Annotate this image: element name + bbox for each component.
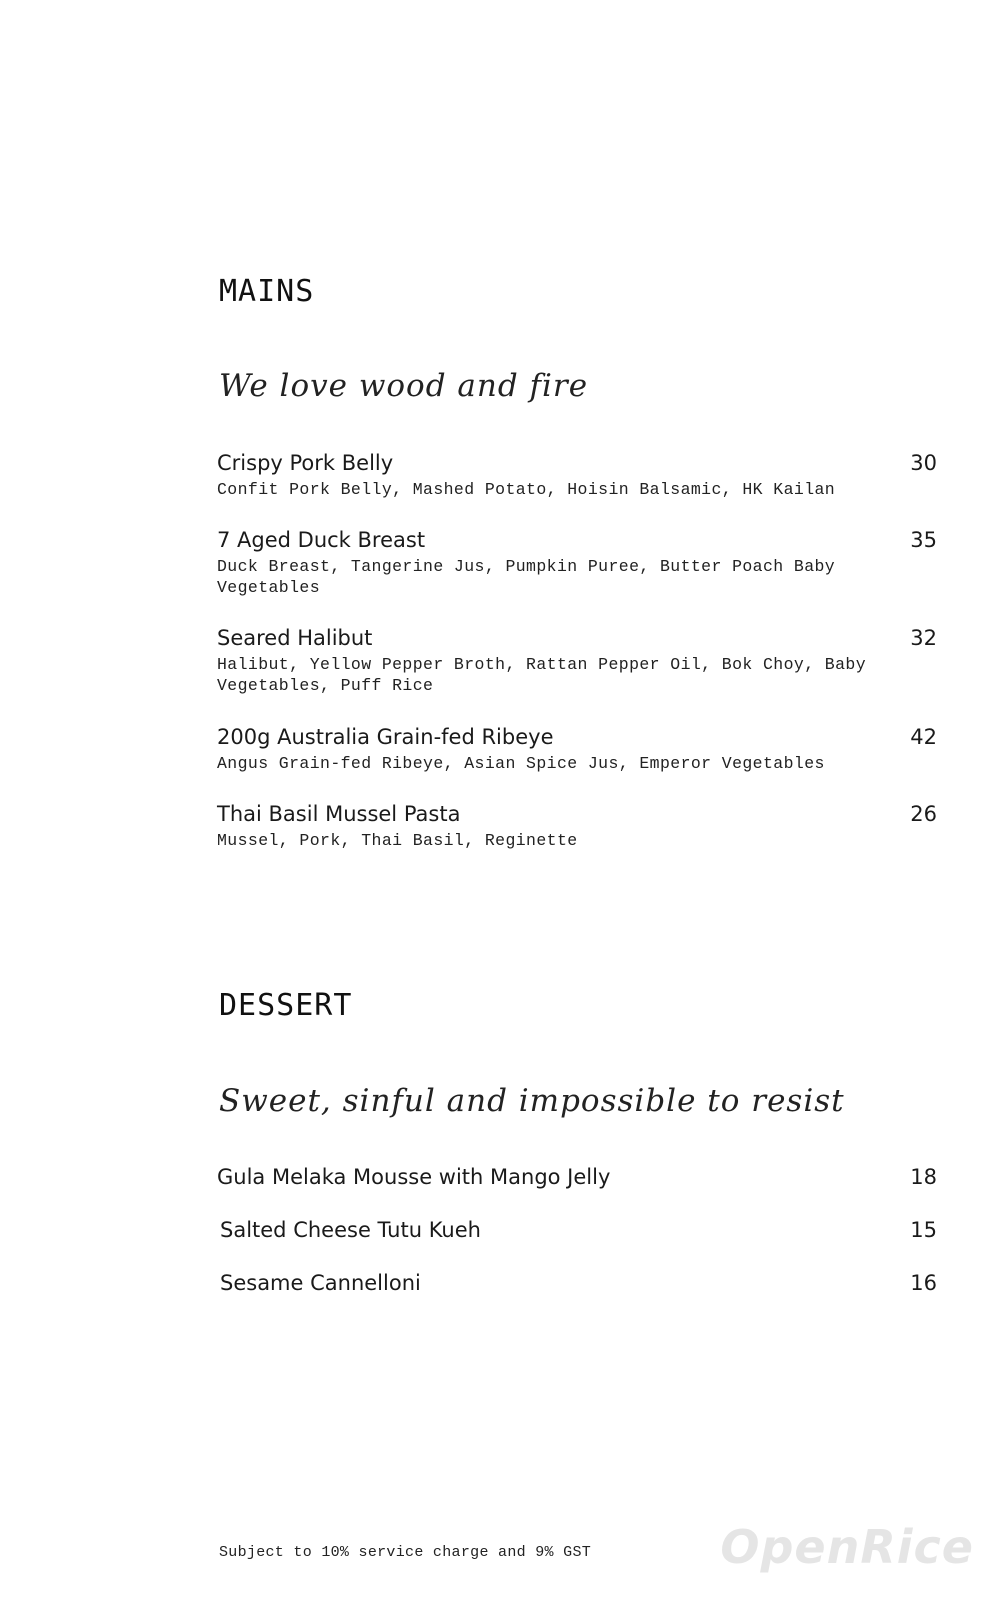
item-description: Mussel, Pork, Thai Basil, Reginette bbox=[217, 831, 578, 850]
item-name: 200g Australia Grain-fed Ribeye bbox=[217, 725, 554, 749]
item-description: Duck Breast, Tangerine Jus, Pumpkin Puree, Butter Poach Baby Vegetables bbox=[217, 557, 836, 597]
item-name: Seared Halibut bbox=[217, 626, 373, 650]
mains-tagline: We love wood and fire bbox=[219, 368, 589, 404]
item-price: 16 bbox=[910, 1271, 937, 1295]
item-description: Halibut, Yellow Pepper Broth, Rattan Pepper Oil, Bok Choy, Baby Vegetables, Puff Rice bbox=[217, 655, 867, 695]
openrice-watermark: OpenRice bbox=[720, 1520, 974, 1574]
menu-item bbox=[220, 1270, 937, 1296]
item-price: 30 bbox=[910, 451, 937, 475]
mains-title: MAINS bbox=[219, 274, 315, 309]
item-price: 32 bbox=[910, 626, 937, 650]
item-name: Gula Melaka Mousse with Mango Jelly bbox=[217, 1165, 611, 1189]
dessert-tagline: Sweet, sinful and impossible to resist bbox=[219, 1083, 845, 1119]
menu-item bbox=[217, 450, 937, 500]
item-price: 15 bbox=[910, 1218, 937, 1242]
menu-item bbox=[217, 527, 937, 598]
item-price: 18 bbox=[910, 1165, 937, 1189]
item-name: 7 Aged Duck Breast bbox=[217, 528, 426, 552]
menu-item bbox=[217, 801, 937, 851]
item-price: 35 bbox=[910, 528, 937, 552]
item-price: 26 bbox=[910, 802, 937, 826]
menu-item bbox=[217, 724, 937, 774]
menu-item bbox=[220, 1217, 937, 1243]
item-name: Thai Basil Mussel Pasta bbox=[217, 802, 461, 826]
item-name: Crispy Pork Belly bbox=[217, 451, 394, 475]
service-charge-note: Subject to 10% service charge and 9% GST bbox=[219, 1544, 592, 1561]
item-name: Salted Cheese Tutu Kueh bbox=[220, 1218, 481, 1242]
item-name: Sesame Cannelloni bbox=[220, 1271, 421, 1295]
item-description: Angus Grain-fed Ribeye, Asian Spice Jus, Emperor Vegetables bbox=[217, 754, 825, 773]
item-description: Confit Pork Belly, Mashed Potato, Hoisin Balsamic, HK Kailan bbox=[217, 480, 836, 499]
item-price: 42 bbox=[910, 725, 937, 749]
menu-item bbox=[217, 625, 937, 696]
menu-item bbox=[217, 1164, 937, 1190]
dessert-title: DESSERT bbox=[219, 988, 353, 1023]
